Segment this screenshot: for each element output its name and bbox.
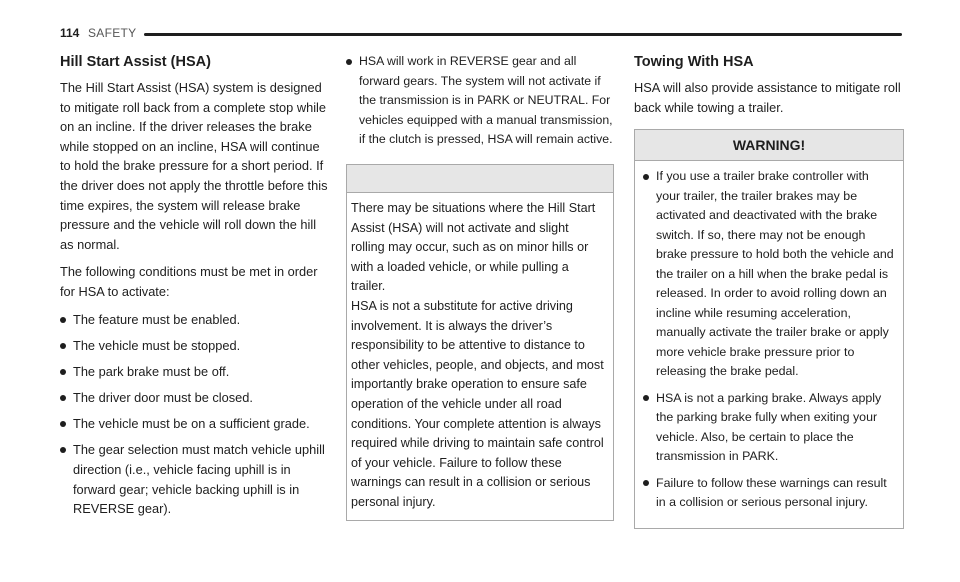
hsa-heading: Hill Start Assist (HSA): [60, 54, 211, 70]
list-item: The vehicle must be stopped.: [60, 336, 328, 356]
notice-body: [347, 193, 613, 521]
hsa-notice-box: [346, 164, 614, 522]
warning-title: WARNING!: [635, 130, 903, 161]
hsa-description: The Hill Start Assist (HSA) system is designed to mitigate roll back from a complete stop while on an incline. If the driver releases the brake while stopped on an incline, HSA will continue to hold the brake pressure for a short period. If the driver does not apply the throttle before this time expires, the system will release brake pressure and the vehicle will roll down the hill as normal.: [60, 80, 328, 252]
hsa-gear-list: [346, 52, 614, 150]
warning-list: [643, 167, 895, 513]
notice-paragraph: HSA is not a substitute for active driving involvement. It is always the driver’s responsibility to be attentive to distance to other vehicles, people, and objects, and most importantly brake operation to ensure safe operation of the vehicle under all road conditions. Your complete attention is always required while driving to maintain safe control of your vehicle. Failure to follow these warnings can result in a collision or serious personal injury.: [351, 298, 604, 509]
column-left: [60, 52, 328, 525]
list-item: The gear selection must match vehicle uphill direction (i.e., vehicle facing uphill is in forward gear; vehicle backing uphill is in REVERSE gear).: [60, 440, 328, 518]
towing-description: HSA will also provide assistance to mitigate roll back while towing a trailer.: [634, 80, 901, 115]
warning-body: [635, 161, 903, 528]
column-right: [634, 52, 904, 529]
page-number: 114: [60, 26, 80, 40]
notice-paragraph: There may be situations where the Hill Start Assist (HSA) will not activate and slight rolling may occur, such as on minor hills or with a loaded vehicle, or while pulling a trailer.: [351, 200, 596, 294]
page-header: [60, 26, 902, 42]
list-item: The park brake must be off.: [60, 362, 328, 382]
list-item: Failure to follow these warnings can result in a collision or serious personal injury.: [643, 474, 895, 513]
hsa-conditions-intro: The following conditions must be met in order for HSA to activate:: [60, 264, 318, 299]
header-rule: [144, 33, 902, 36]
hsa-conditions-list: [60, 310, 328, 519]
notice-header-bar: [347, 165, 613, 193]
towing-heading: Towing With HSA: [634, 54, 754, 70]
list-item: HSA is not a parking brake. Always apply the parking brake fully when exiting your vehicle. Also, be certain to place the transmission in PARK.: [643, 389, 895, 467]
warning-box: [634, 129, 904, 529]
column-middle: [346, 52, 614, 521]
list-item: If you use a trailer brake controller with your trailer, the trailer brakes may be activated and deactivated with the brake switch. If so, there may not be enough brake pressure to hold both the vehicle and the trailer on a hill when the brake pedal is released. In order to avoid rolling down an incline while resuming acceleration, manually activate the trailer brake or apply more vehicle brake pressure prior to releasing the brake pedal.: [643, 167, 895, 382]
list-item: The vehicle must be on a sufficient grade.: [60, 414, 328, 434]
list-item: The driver door must be closed.: [60, 388, 328, 408]
list-item: HSA will work in REVERSE gear and all forward gears. The system will not activate if the transmission is in PARK or NEUTRAL. For vehicles equipped with a manual transmission, if the clutch is pressed, HSA will remain active.: [346, 52, 614, 150]
section-title: SAFETY: [88, 26, 137, 40]
list-item: The feature must be enabled.: [60, 310, 328, 330]
